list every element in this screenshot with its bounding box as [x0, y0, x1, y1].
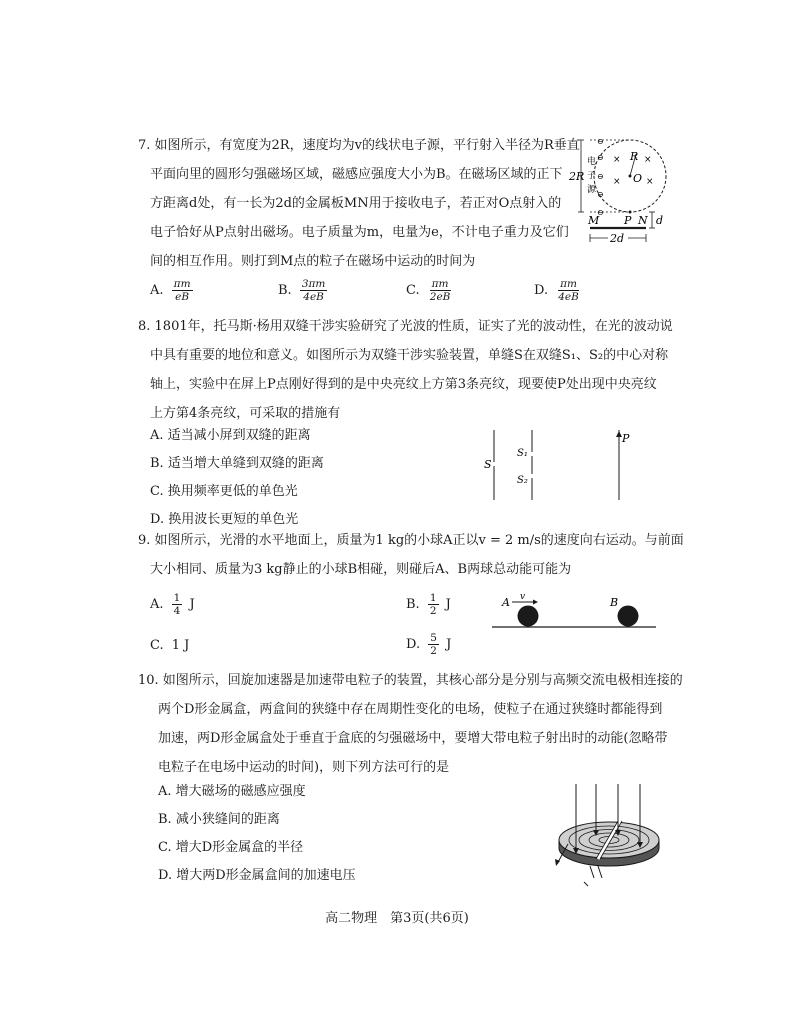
q7-option-b-num: 3πm: [301, 278, 326, 290]
q9-option-d-num: 5: [430, 632, 437, 644]
center-dot: [629, 175, 632, 178]
q9-option-a: [150, 592, 195, 617]
q10-figure: [554, 780, 664, 888]
q8-line-1: 8. 1801年，托马斯·杨用双缝干涉实验研究了光波的性质，证实了光的波动性，在光的波动说: [138, 319, 673, 334]
q7-line-1: 7. 如图所示，有宽度为2R，速度均为v的线状电子源，平行射入半径为R垂直: [138, 138, 580, 153]
question-9: [138, 526, 684, 584]
q9-option-b-label: B.: [406, 597, 420, 612]
q10-option-c: C. 增大D形金属盒的半径: [158, 840, 304, 855]
p-label: P: [624, 214, 632, 227]
source-char-3: 源: [587, 185, 597, 195]
q9-option-d: [406, 632, 451, 657]
q7-option-b-label: B.: [278, 283, 292, 298]
q8-option-b: B. 适当增大单缝到双缝的距离: [150, 456, 324, 471]
q9-option-b-unit: J: [445, 597, 451, 612]
cross-1: ×: [613, 155, 621, 165]
q9-option-b-fraction: [428, 592, 439, 617]
source-char-1: 电: [587, 157, 597, 167]
q7-option-b-den: 4eB: [303, 291, 324, 303]
ball-b: [618, 606, 639, 627]
slit-s2-label: S₂: [517, 475, 528, 486]
width-label: 2R: [569, 170, 585, 183]
q8-option-a: A. 适当减小屏到双缝的距离: [150, 428, 311, 443]
slit-s1-label: S₁: [517, 448, 528, 459]
n-label: N: [638, 214, 648, 227]
q8-line-3: 轴上，实验中在屏上P点刚好得到的是中央亮纹上方第3条亮纹，现要使P处出现中央亮纹: [150, 377, 657, 392]
single-slit-label: S: [484, 458, 492, 471]
q10-option-d: D. 增大两D形金属盒间的加速电压: [158, 868, 356, 883]
m-label: M: [588, 214, 600, 227]
center-label: O: [633, 172, 643, 185]
q7-line-5: 间的相互作用。则打到M点的粒子在磁场中运动的时间为: [150, 254, 476, 269]
q9-option-c: [150, 638, 189, 653]
q7-option-d: [534, 278, 581, 303]
cross-2: ×: [644, 155, 652, 165]
velocity-label: v: [520, 592, 526, 602]
q9-option-a-label: A.: [150, 597, 164, 612]
q10-line-2: 两个D形金属盒，两盒间的狭缝中存在周期性变化的电场，使粒子在通过狭缝时都能得到: [158, 702, 663, 717]
q7-option-d-fraction: [556, 278, 581, 303]
q8-figure: [482, 428, 632, 504]
electron-4: ⊖: [597, 190, 604, 199]
q7-option-a: [150, 278, 193, 303]
q8-line-2: 中具有重要的地位和意义。如图所示为双缝干涉实验装置，单缝S在双缝S₁、S₂的中心对称: [150, 348, 669, 363]
q9-option-d-den: 2: [430, 645, 437, 657]
q9-option-a-num: 1: [173, 592, 181, 604]
q9-figure: [492, 592, 658, 632]
electron-3: ⊖: [597, 172, 604, 181]
ball-a-label: A: [502, 596, 510, 609]
ball-b-label: B: [610, 596, 619, 609]
q7-option-c-label: C.: [406, 283, 420, 298]
cross-3: ×: [613, 177, 621, 187]
electron-5: ⊖: [597, 208, 604, 217]
q9-option-b: [406, 592, 451, 617]
page-footer: 高二物理 第3页(共6页): [325, 911, 469, 926]
radius-label: R: [630, 150, 639, 163]
q9-option-a-fraction: [172, 592, 183, 617]
question-10: [138, 666, 683, 782]
velocity-arrow-head: [533, 600, 538, 605]
q9-option-d-label: D.: [406, 637, 421, 652]
q9-option-a-den: 4: [173, 605, 181, 617]
q10-line-4: 电粒子在电场中运动的时间)，则下列方法可行的是: [158, 760, 450, 775]
q8-option-c: C. 换用频率更低的单色光: [150, 484, 298, 499]
q7-option-d-num: πm: [560, 278, 577, 290]
electrode-2: [598, 866, 602, 878]
plate-dimension-label: 2d: [610, 232, 625, 245]
q7-option-a-fraction: [172, 278, 193, 303]
q7-option-d-label: D.: [534, 283, 549, 298]
q9-option-c-text: 1 J: [171, 638, 190, 653]
q7-option-a-den: eB: [175, 291, 190, 303]
q7-option-b-fraction: [300, 278, 328, 303]
source-char-2: 子: [587, 171, 597, 181]
ball-a: [518, 606, 539, 627]
q9-option-a-unit: J: [189, 597, 195, 612]
q7-option-c-num: πm: [431, 278, 449, 290]
q7-line-2: 平面向里的圆形匀强磁场区域，磁感应强度大小为B。在磁场区域的正下: [150, 167, 563, 182]
q10-option-a: A. 增大磁场的磁感应强度: [158, 784, 306, 799]
q8-line-4: 上方第4条亮纹，可采取的措施有: [150, 406, 341, 421]
q8-option-d: D. 换用波长更短的单色光: [150, 512, 299, 527]
q7-option-d-den: 4eB: [558, 291, 579, 303]
q7-line-4: 电子恰好从P点射出磁场。电子质量为m，电量为e，不计电子重力及它们: [150, 225, 569, 240]
question-7: [138, 131, 580, 276]
q9-option-d-unit: J: [446, 637, 452, 652]
q7-option-b: [278, 278, 327, 303]
q7-option-c: [406, 278, 452, 303]
q7-option-c-den: 2eB: [429, 291, 451, 303]
q9-option-b-den: 2: [429, 605, 437, 617]
q7-option-a-num: πm: [173, 278, 191, 290]
electrode-1: [590, 866, 594, 878]
q9-line-1: 9. 如图所示，光滑的水平地面上，质量为1 kg的小球A正以v = 2 m/s的速度向右运动。与前面: [138, 533, 684, 548]
q9-option-b-num: 1: [429, 592, 437, 604]
q7-option-a-label: A.: [150, 283, 164, 298]
q7-option-c-fraction: [428, 278, 453, 303]
cross-4: ×: [646, 177, 654, 187]
q9-option-c-label: C.: [150, 638, 164, 653]
q7-figure: [568, 132, 668, 256]
electron-1: ⊖: [597, 137, 604, 146]
question-8: [138, 312, 673, 428]
screen-p-label: P: [622, 432, 630, 445]
q9-line-2: 大小相同、质量为3 kg静止的小球B相碰，则碰后A、B两球总动能可能为: [150, 562, 572, 577]
d-label: d: [656, 214, 664, 227]
q7-line-3: 方距离d处，有一长为2d的金属板MN用于接收电子，若正对O点射入的: [150, 196, 562, 211]
q10-option-b: B. 减小狭缝间的距离: [158, 812, 280, 827]
electron-2: ⊖: [597, 153, 604, 162]
q10-line-3: 加速，两D形金属盒处于垂直于盒底的匀强磁场中，要增大带电粒子射出时的动能(忽略带: [158, 731, 668, 746]
q10-line-1: 10. 如图所示，回旋加速器是加速带电粒子的装置，其核心部分是分别与高频交流电极相连接的: [138, 673, 683, 688]
q9-option-d-fraction: [428, 632, 439, 657]
